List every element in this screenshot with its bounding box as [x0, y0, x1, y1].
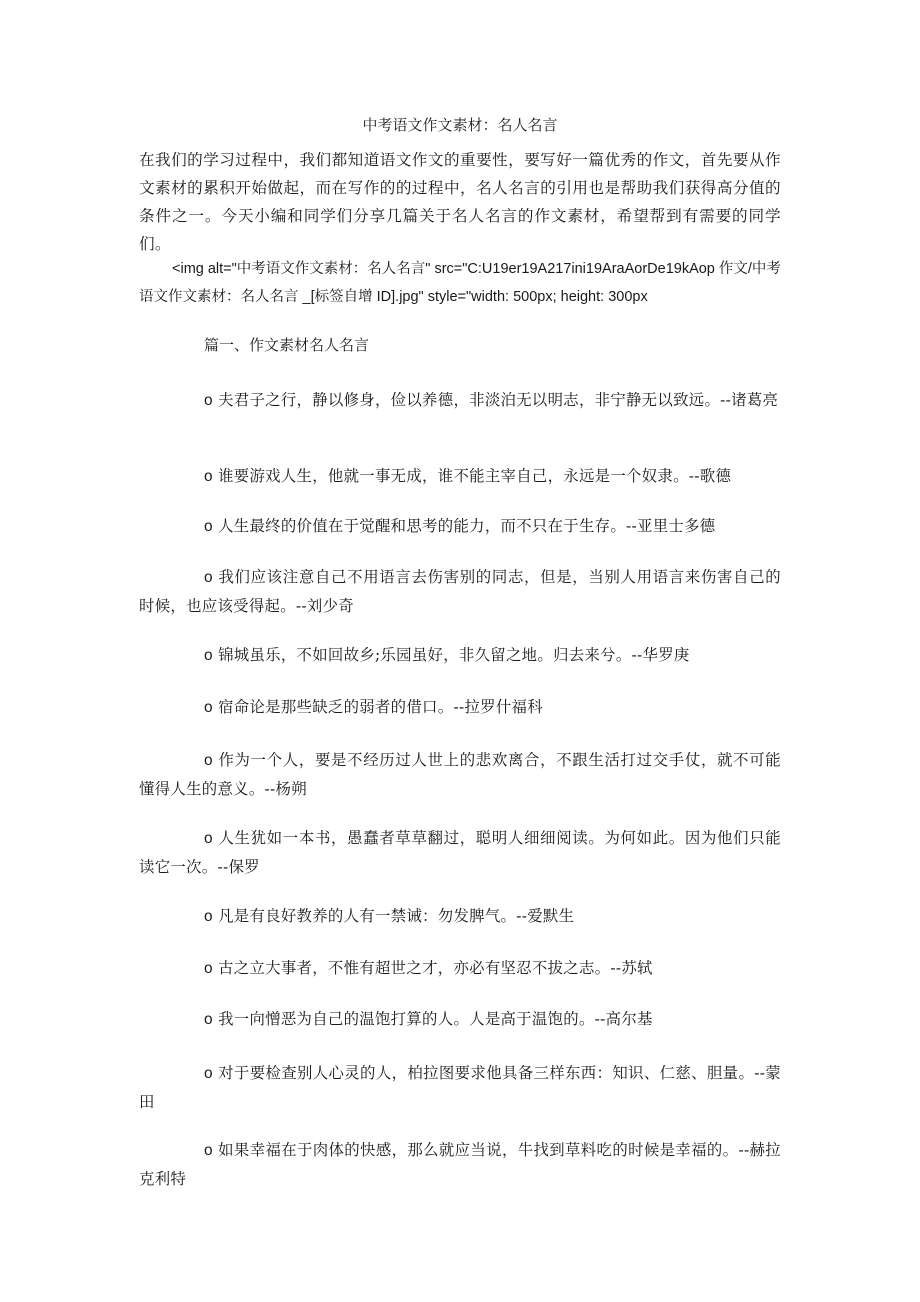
quote-text: 夫君子之行，静以修身，俭以养德，非淡泊无以明志，非宁静无以致远。--诸葛亮	[218, 391, 779, 409]
quote-text: 如果幸福在于肉体的快感，那么就应当说，牛找到草料吃的时候是幸福的。--赫拉克利特	[139, 1141, 781, 1188]
quote-text: 古之立大事者，不惟有超世之才，亦必有坚忍不拔之志。--苏轼	[218, 959, 653, 977]
quote-text: 谁要游戏人生，他就一事无成，谁不能主宰自己，永远是一个奴隶。--歌德	[218, 467, 732, 485]
bullet-icon: o	[204, 960, 213, 977]
bullet-icon: o	[204, 518, 213, 535]
section-heading: 篇一、作文素材名人名言	[204, 336, 370, 354]
quote-text: 人生犹如一本书，愚蠢者草草翻过，聪明人细细阅读。为何如此。因为他们只能读它一次。--保罗	[139, 829, 781, 876]
quote-item	[139, 1059, 781, 1116]
quote-text: 锦城虽乐，不如回故乡;乐园虽好，非久留之地。归去来兮。--华罗庚	[218, 646, 690, 664]
bullet-icon: o	[204, 752, 213, 769]
bullet-icon: o	[204, 908, 213, 925]
raw-img-markup-text: <img alt="中考语文作文素材：名人名言" src="C:U19er19A217ini19AraAorDe19kAop 作文/中考语文作文素材：名人名言 _[标签自增 ID].jpg" style="width: 500px; height: 300px	[139, 261, 781, 305]
quote-item	[139, 954, 781, 983]
quote-item	[139, 746, 781, 803]
quote-text: 凡是有良好教养的人有一禁诫：勿发脾气。--爱默生	[218, 907, 575, 925]
quote-item	[139, 1005, 781, 1034]
quote-text: 宿命论是那些缺乏的弱者的借口。--拉罗什福科	[218, 698, 543, 716]
bullet-icon: o	[204, 1011, 213, 1028]
bullet-icon: o	[204, 468, 213, 485]
intro-paragraph: 在我们的学习过程中，我们都知道语文作文的重要性，要写好一篇优秀的作文，首先要从作文素材的累积开始做起，而在写作的的过程中，名人名言的引用也是帮助我们获得高分值的条件之一。今天小编和同学们分享几篇关于名人名言的作文素材，希望帮到有需要的同学们。	[139, 151, 781, 253]
quote-item	[139, 824, 781, 881]
quote-item	[139, 693, 781, 722]
quote-text: 我们应该注意自己不用语言去伤害别的同志，但是，当别人用语言来伤害自己的时候，也应该受得起。--刘少奇	[139, 568, 781, 615]
bullet-icon: o	[204, 699, 213, 716]
quote-text: 对于要检查别人心灵的人，柏拉图要求他具备三样东西：知识、仁慈、胆量。--蒙田	[139, 1064, 781, 1111]
quote-item	[139, 902, 781, 931]
bullet-icon: o	[204, 1142, 213, 1159]
quote-item	[139, 512, 781, 541]
quote-text: 人生最终的价值在于觉醒和思考的能力，而不只在于生存。--亚里士多德	[218, 517, 716, 535]
quote-item	[139, 563, 781, 620]
quote-item	[139, 1136, 781, 1193]
quote-item	[139, 462, 781, 491]
bullet-icon: o	[204, 830, 213, 847]
quote-text: 作为一个人，要是不经历过人世上的悲欢离合，不跟生活打过交手仗，就不可能懂得人生的意义。--杨朔	[139, 751, 781, 798]
quote-item	[139, 641, 781, 670]
bullet-icon: o	[204, 647, 213, 664]
bullet-icon: o	[204, 392, 213, 409]
quote-text: 我一向憎恶为自己的温饱打算的人。人是高于温饱的。--高尔基	[218, 1010, 653, 1028]
quote-item	[139, 386, 781, 415]
document-title: 中考语文作文素材：名人名言	[362, 116, 558, 134]
bullet-icon: o	[204, 1065, 213, 1082]
bullet-icon: o	[204, 569, 213, 586]
